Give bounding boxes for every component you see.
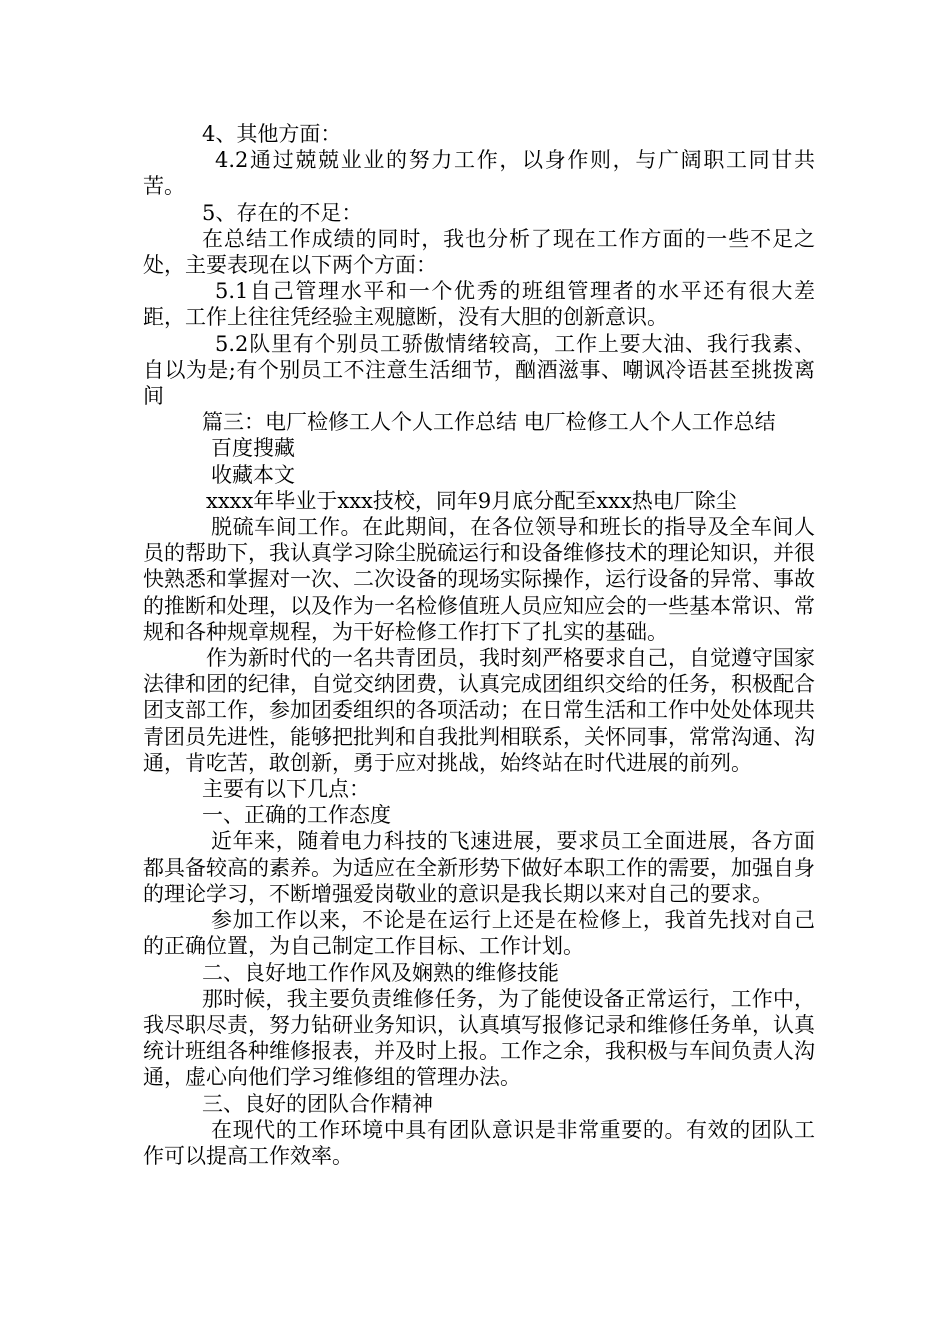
section-heading-shortcomings: 5、存在的不足： [202, 200, 363, 225]
paragraph-workshop: 脱硫车间工作。在此期间，在各位领导和班长的指导及全车间人员的帮助下，我认真学习除尘脱硫运行和设备维修技术的理论知识，并很快熟悉和掌握对一次、二次设备的现场实际操作，运行设备的异常、事故的推断和处理，以及作为一名检修值班人员应知应会的一些基本常识、常规和各种规章规程，为干好检修工作打下了扎实的基础。 [143, 515, 815, 644]
article-three-title: 篇三：电厂检修工人个人工作总结 电厂检修工人个人工作总结 [202, 410, 776, 435]
heading-work-style: 二、良好地工作作风及娴熟的维修技能 [202, 960, 559, 985]
paragraph-shortcomings-intro: 在总结工作成绩的同时，我也分析了现在工作方面的一些不足之处，主要表现在以下两个方面： [143, 226, 815, 278]
section-heading-other-aspects: 4、其他方面： [202, 122, 342, 146]
paragraph-teamwork: 在现代的工作环境中具有团队意识是非常重要的。有效的团队工作可以提高工作效率。 [143, 1117, 815, 1168]
paragraph-graduation: xxxx年毕业于xxx技校，同年9月底分配至xxx热电厂除尘 [206, 488, 737, 513]
paragraph-5-1: 5.1自己管理水平和一个优秀的班组管理者的水平还有很大差距，工作上往往凭经验主观臆断，没有大胆的创新意识。 [143, 279, 815, 330]
paragraph-4-2: 4.2通过兢兢业业的努力工作，以身作则，与广阔职工同甘共苦。 [143, 148, 815, 199]
document-body [143, 121, 815, 1169]
heading-attitude: 一、正确的工作态度 [202, 803, 391, 828]
heading-teamwork: 三、良好的团队合作精神 [202, 1091, 433, 1116]
paragraph-maintenance: 那时候，我主要负责维修任务，为了能使设备正常运行，工作中，我尽职尽责，努力钻研业务知识，认真填写报修记录和维修任务单，认真统计班组各种维修报表，并及时上报。工作之余，我积极与车间负责人沟通，虚心向他们学习维修组的管理办法。 [143, 986, 815, 1090]
baidu-bookmark-text: 百度搜藏 [211, 436, 295, 461]
save-article-text: 收藏本文 [211, 462, 295, 487]
paragraph-league-member: 作为新时代的一名共青团员，我时刻严格要求自己，自觉遵守国家法律和团的纪律，自觉交纳团费，认真完成团组织交给的任务，积极配合团支部工作，参加团委组织的各项活动；在日常生活和工作中处处体现共青团员先进性，能够把批判和自我批判相联系，关怀同事，常常沟通、沟通，肯吃苦，敢创新，勇于应对挑战，始终站在时代进展的前列。 [143, 646, 815, 775]
main-points-heading: 主要有以下几点： [202, 777, 370, 802]
paragraph-attitude: 近年来，随着电力科技的飞速进展，要求员工全面进展，各方面都具备较高的素养。为适应在全新形势下做好本职工作的需要，加强自身的理论学习，不断增强爱岗敬业的意识是我长期以来对自己的要求。 [143, 829, 815, 906]
paragraph-5-2: 5.2队里有个别员工骄傲情绪较高，工作上要大油、我行我素、自以为是;有个别员工不注意生活细节，酗酒滋事、嘲讽冷语甚至挑拨离间 [143, 331, 815, 409]
paragraph-position: 参加工作以来，不论是在运行上还是在检修上，我首先找对自己的正确位置，为自己制定工作目标、工作计划。 [143, 908, 815, 959]
